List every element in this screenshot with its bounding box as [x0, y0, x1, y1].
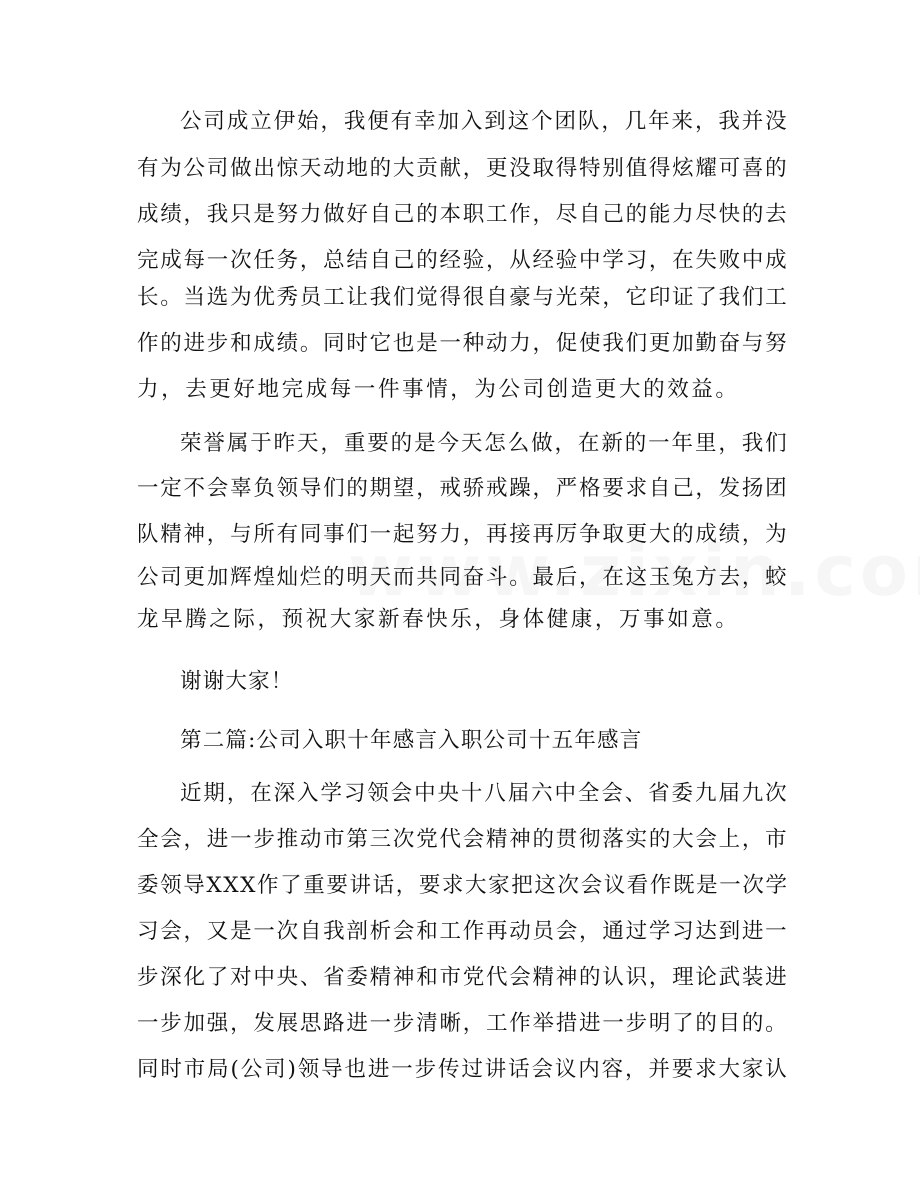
paragraph-2-line-1: 荣 誉 属 于 昨 天 ， 重 要 的 是 今 天 怎 么 做 ， 在 新 的 一 年 里 ， 我 们 — [180, 431, 787, 456]
paragraph-1-line-3: 成 绩 ， 我 只 是 努 力 做 好 自 己 的 本 职 工 作 ， 尽 自 己 的 能 力 尽 快 的 去 — [137, 202, 787, 227]
paragraph-1-line-2: 有 为 公 司 做 出 惊 天 动 地 的 大 贡 献 ， 更 没 取 得 特 别 值 得 炫 耀 可 喜 的 — [137, 156, 787, 181]
paragraph-1-line-1: 公 司 成 立 伊 始 ， 我 便 有 幸 加 入 到 这 个 团 队 ， 几 年 来 ， 我 并 没 — [180, 109, 787, 134]
paragraph-1-line-5: 长 。 当 选 为 优 秀 员 工 让 我 们 觉 得 很 自 豪 与 光 荣 ， 它 印 证 了 我 们 工 — [137, 285, 787, 310]
section-heading: 第二篇:公司入职十年感言入职公司十五年感言 — [180, 728, 643, 753]
paragraph-1-line-7: 力，去更好地完成每一件事情，为公司创造更大的效益。 — [137, 377, 740, 402]
paragraph-3-line-4: 习 会 ， 又 是 一 次 自 我 剖 析 会 和 工 作 再 动 员 会 ， 通 过 学 习 达 到 进 一 — [137, 919, 787, 944]
paragraph-3-line-7: 同 时 市 局 ( 公 司 ) 领 导 也 进 一 步 传 过 讲 话 会 议 内 容 ， 并 要 求 大 家 认 — [137, 1057, 787, 1082]
paragraph-2-line-5: 龙早腾之际，预祝大家新春快乐，身体健康，万事如意。 — [137, 607, 740, 632]
thanks-line: 谢谢大家！ — [180, 669, 294, 694]
paragraph-3-line-1: 近 期 ， 在 深 入 学 习 领 会 中 央 十 八 届 六 中 全 会 、 省 委 九 届 九 次 — [180, 781, 787, 806]
paragraph-2-line-3: 队 精 神 ， 与 所 有 同 事 们 一 起 努 力 ， 再 接 再 厉 争 取 更 大 的 成 绩 ， 为 — [137, 522, 787, 547]
paragraph-3-line-2: 全 会 ， 进 一 步 推 动 市 第 三 次 党 代 会 精 神 的 贯 彻 落 实 的 大 会 上 ， 市 — [137, 827, 787, 852]
paragraph-3-line-5: 步 深 化 了 对 中 央 、 省 委 精 神 和 市 党 代 会 精 神 的 认 识 ， 理 论 武 装 进 — [137, 965, 787, 990]
paragraph-1-line-4: 完 成 每 一 次 任 务 ， 总 结 自 己 的 经 验 ， 从 经 验 中 学 习 ， 在 失 败 中 成 — [137, 248, 787, 273]
paragraph-3-line-3: 委 领 导 X X X 作 了 重 要 讲 话 ， 要 求 大 家 把 这 次 会 议 看 作 既 是 一 次 学 — [137, 873, 787, 898]
paragraph-1-line-6: 作 的 进 步 和 成 绩 。 同 时 它 也 是 一 种 动 力 ， 促 使 我 们 更 加 勤 奋 与 努 — [137, 331, 787, 356]
paragraph-2-line-2: 一 定 不 会 辜 负 领 导 们 的 期 望 ， 戒 骄 戒 躁 ， 严 格 要 求 自 己 ， 发 扬 团 — [137, 476, 787, 501]
paragraph-2-line-4: 公 司 更 加 辉 煌 灿 烂 的 明 天 而 共 同 奋 斗 。 最 后 ， 在 这 玉 兔 方 去 ， 蛟 — [137, 565, 787, 590]
paragraph-3-line-6: 一 步 加 强 ， 发 展 思 路 进 一 步 清 晰 ， 工 作 举 措 进 一 步 明 了 的 目 的 。 — [137, 1011, 787, 1036]
